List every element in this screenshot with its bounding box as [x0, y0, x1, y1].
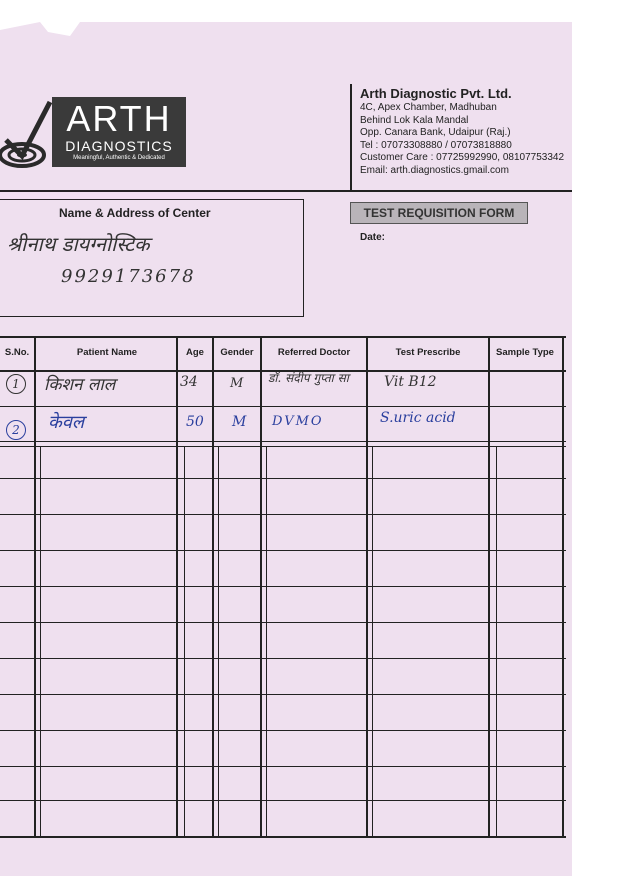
row-age: 50	[186, 414, 204, 430]
logo-sub-text: DIAGNOSTICS	[65, 138, 173, 154]
table-col-line	[218, 446, 219, 836]
table-row-line	[0, 406, 566, 407]
table-row-line	[0, 446, 566, 447]
company-customer-care: Customer Care : 07725992990, 08107753342	[360, 152, 565, 164]
logo-main-text: ARTH	[66, 98, 172, 139]
table-row-line	[0, 622, 566, 623]
company-info	[360, 86, 564, 178]
company-name: Arth Diagnostic Pvt. Ltd.	[360, 86, 512, 101]
company-tel: Tel : 07073308880 / 07073818880	[360, 139, 512, 151]
table-row-line	[0, 658, 566, 659]
row-age: 34	[180, 374, 198, 390]
table-row-line	[0, 478, 566, 479]
row-gender: M	[230, 376, 244, 391]
center-name: श्रीनाथ डायग्नोस्टिक	[7, 232, 150, 256]
table-row-line	[0, 441, 566, 442]
company-address-line: Opp. Canara Bank, Udaipur (Raj.)	[360, 127, 511, 139]
table-top-border	[0, 336, 566, 338]
header-referred-doctor: Referred Doctor	[277, 347, 351, 358]
header-patient-name: Patient Name	[76, 347, 138, 358]
date-label: Date:	[360, 232, 386, 243]
header-sample-type: Sample Type	[496, 347, 554, 358]
company-email: Email: arth.diagnostics.gmail.com	[360, 164, 509, 176]
header-age: Age	[186, 347, 204, 358]
table-col-line	[266, 446, 267, 836]
row-doctor: DVMO	[272, 414, 324, 429]
table-bottom-border	[0, 836, 566, 838]
row-doctor: डॉ. संदीप गुप्ता सा	[268, 371, 349, 385]
row-patient-name: किशन लाल	[44, 375, 116, 395]
row-test: Vit B12	[384, 374, 437, 390]
center-box	[0, 199, 304, 317]
table-col-line	[40, 446, 41, 836]
row-test: S.uric acid	[380, 410, 456, 426]
company-address-line: 4C, Apex Chamber, Madhuban	[360, 102, 497, 113]
header-gender: Gender	[220, 347, 254, 358]
header-vertical-divider	[350, 84, 352, 190]
form-title: TEST REQUISITION FORM	[350, 202, 528, 224]
table-row-line	[0, 514, 566, 515]
table-col-line	[184, 446, 185, 836]
table-row-line	[0, 586, 566, 587]
table-row-line	[0, 800, 566, 801]
center-phone: 9929173678	[61, 266, 196, 287]
company-address-line: Behind Lok Kala Mandal	[360, 114, 469, 126]
header-test-prescribe: Test Prescribe	[395, 347, 461, 358]
logo	[52, 97, 186, 167]
logo-tagline: Meaningful, Authentic & Dedicated	[73, 155, 165, 161]
table-row-line	[0, 694, 566, 695]
center-label: Name & Address of Center	[59, 206, 211, 220]
row-sno: 2	[6, 420, 26, 440]
table-col-line	[496, 446, 497, 836]
target-check-icon	[0, 100, 54, 168]
table-row-line	[0, 766, 566, 767]
row-gender: M	[232, 414, 247, 430]
row-sno: 1	[6, 374, 26, 394]
table-row-line	[0, 550, 566, 551]
header-sno: S.No.	[4, 347, 30, 358]
row-patient-name: केवल	[48, 412, 85, 433]
table-col-line	[372, 446, 373, 836]
table-row-line	[0, 730, 566, 731]
header-divider	[0, 190, 572, 192]
